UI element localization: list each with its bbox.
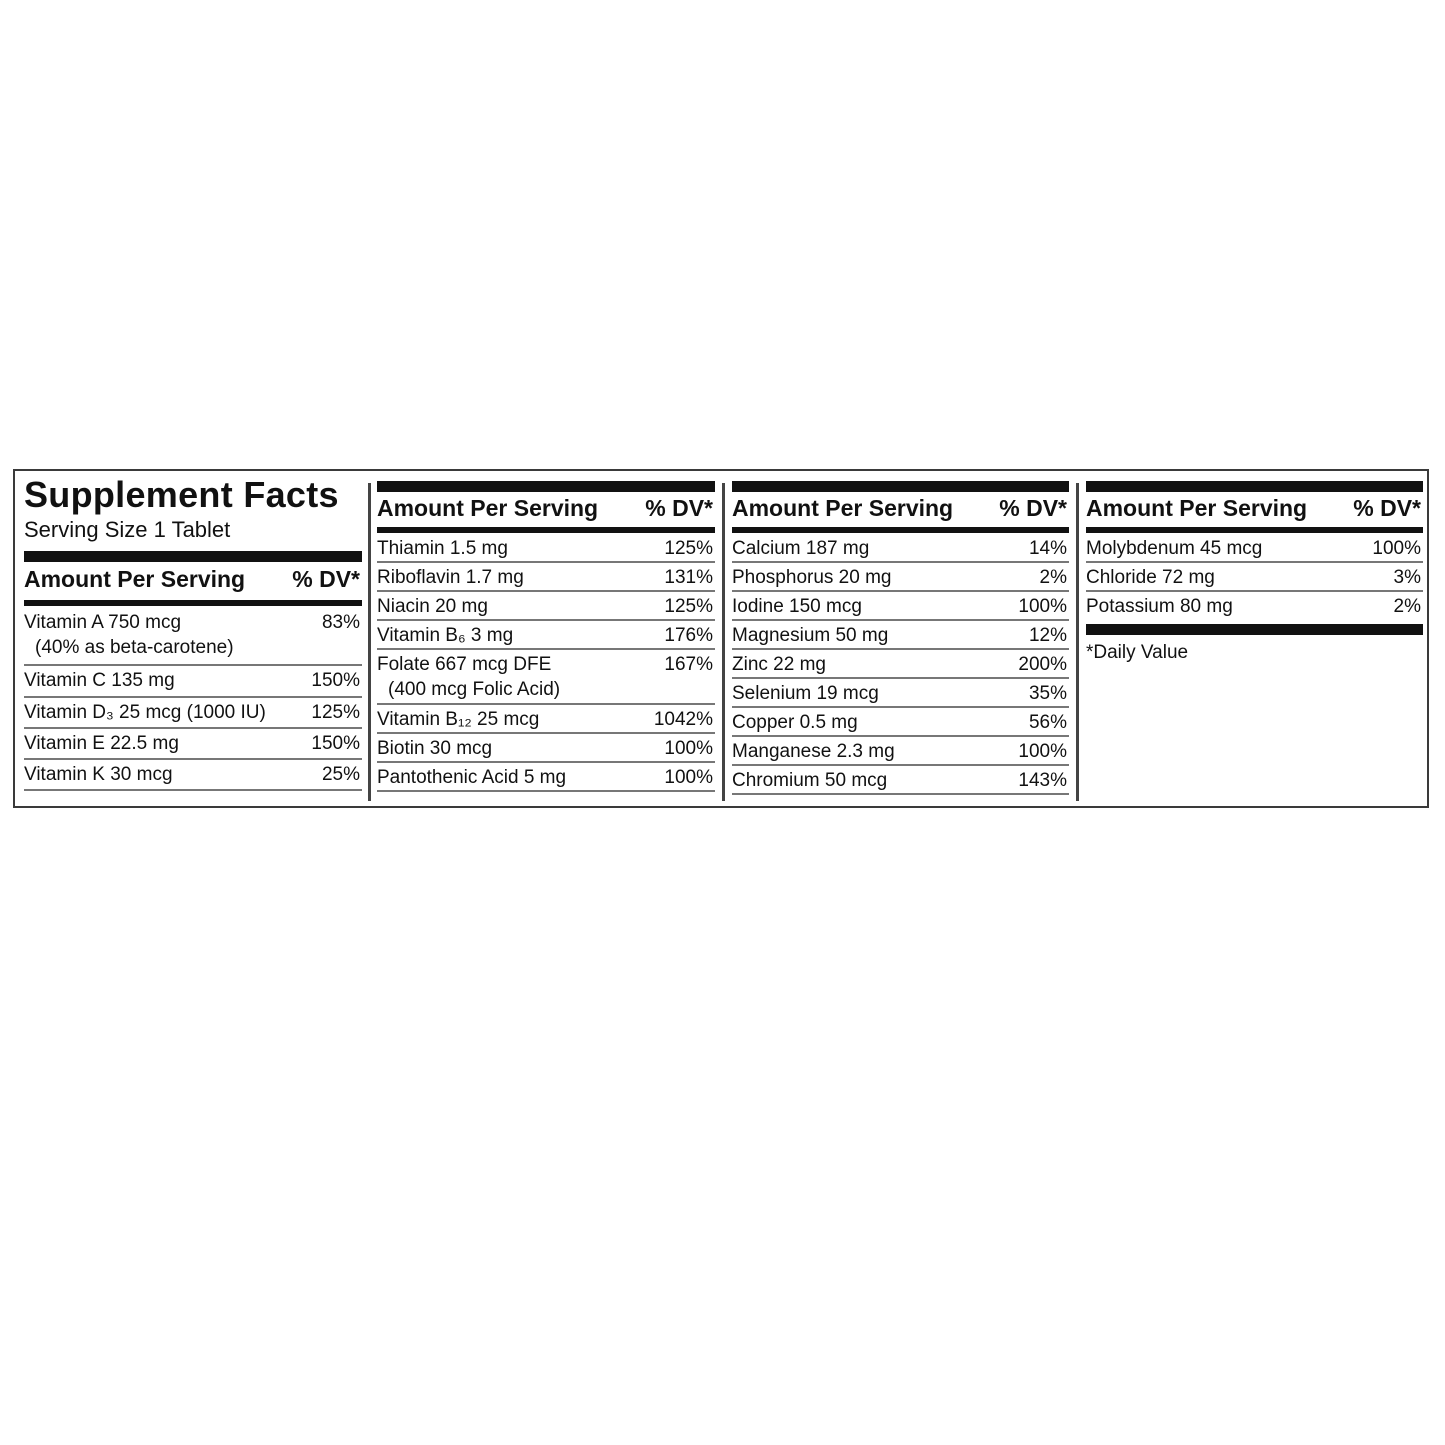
table-row — [377, 534, 715, 563]
table-row — [732, 592, 1069, 621]
nutrient-dv: 2% — [1039, 567, 1067, 588]
column-divider — [722, 483, 725, 801]
table-row — [1086, 534, 1423, 563]
column-header — [1086, 493, 1423, 523]
header-divider — [377, 527, 715, 533]
nutrient-name: Riboflavin 1.7 mg — [377, 567, 524, 588]
nutrient-name: Biotin 30 mcg — [377, 738, 493, 759]
header-divider — [732, 527, 1069, 533]
table-row — [732, 679, 1069, 708]
nutrient-list — [377, 534, 715, 792]
page-title: Supplement Facts — [24, 474, 339, 515]
nutrient-dv: 143% — [1018, 770, 1067, 791]
thick-divider — [24, 551, 362, 562]
table-row — [24, 729, 362, 760]
nutrient-dv: 2% — [1393, 596, 1421, 617]
column-divider — [368, 483, 371, 801]
nutrient-dv: 125% — [664, 538, 713, 559]
table-row — [732, 621, 1069, 650]
nutrient-dv: 200% — [1018, 654, 1067, 675]
table-row — [24, 666, 362, 698]
nutrient-list — [24, 608, 362, 791]
nutrient-name: Potassium 80 mg — [1086, 596, 1233, 617]
header-divider — [1086, 527, 1423, 533]
column-divider — [1076, 483, 1079, 801]
table-row — [732, 708, 1069, 737]
column-header — [24, 564, 362, 594]
nutrient-list — [732, 534, 1069, 795]
nutrient-detail: (40% as beta-carotene) — [35, 637, 234, 658]
nutrient-name: Iodine 150 mcg — [732, 596, 862, 617]
serving-size: Serving Size 1 Tablet — [24, 517, 231, 542]
thick-divider — [1086, 624, 1423, 635]
nutrient-name: Vitamin C 135 mg — [24, 670, 175, 691]
nutrient-name: Manganese 2.3 mg — [732, 741, 895, 762]
nutrient-dv: 1042% — [653, 709, 713, 730]
nutrient-name: Niacin 20 mg — [377, 596, 488, 617]
daily-value-label: % DV* — [1353, 495, 1421, 521]
table-row — [1086, 592, 1423, 621]
amount-per-serving-label: Amount Per Serving — [1086, 495, 1308, 521]
nutrient-name: Selenium 19 mcg — [732, 683, 879, 704]
table-row — [24, 698, 362, 729]
facts-column-2 — [377, 471, 715, 806]
nutrient-name: Chromium 50 mcg — [732, 770, 888, 791]
nutrient-dv: 125% — [311, 702, 360, 723]
nutrient-dv: 3% — [1393, 567, 1421, 588]
nutrient-dv: 100% — [1018, 741, 1067, 762]
table-row — [377, 734, 715, 763]
amount-per-serving-label: Amount Per Serving — [732, 495, 954, 521]
nutrient-name: Chloride 72 mg — [1086, 567, 1215, 588]
table-row — [732, 737, 1069, 766]
nutrient-name: Calcium 187 mg — [732, 538, 870, 559]
daily-value-label: % DV* — [999, 495, 1067, 521]
nutrient-dv: 150% — [311, 733, 360, 754]
nutrient-dv: 35% — [1028, 683, 1067, 704]
table-row — [377, 763, 715, 792]
table-row — [732, 563, 1069, 592]
daily-value-footnote: *Daily Value — [1086, 642, 1189, 663]
nutrient-name: Copper 0.5 mg — [732, 712, 858, 733]
thick-divider — [1086, 481, 1423, 492]
nutrient-name: Vitamin A 750 mcg — [24, 612, 182, 633]
nutrient-name: Vitamin B₁₂ 25 mcg — [377, 709, 540, 730]
nutrient-dv: 100% — [664, 767, 713, 788]
nutrient-dv: 14% — [1028, 538, 1067, 559]
table-row — [377, 592, 715, 621]
nutrient-name: Vitamin K 30 mcg — [24, 764, 173, 785]
nutrient-dv: 131% — [664, 567, 713, 588]
table-row — [732, 650, 1069, 679]
daily-value-label: % DV* — [645, 495, 713, 521]
table-row — [377, 563, 715, 592]
table-row — [377, 705, 715, 734]
nutrient-name: Folate 667 mcg DFE — [377, 654, 552, 675]
table-row — [732, 766, 1069, 795]
nutrient-name: Pantothenic Acid 5 mg — [377, 767, 567, 788]
nutrient-name: Thiamin 1.5 mg — [377, 538, 508, 559]
daily-value-label: % DV* — [292, 566, 360, 592]
nutrient-dv: 176% — [664, 625, 713, 646]
table-row — [377, 650, 715, 705]
nutrient-name: Magnesium 50 mg — [732, 625, 889, 646]
nutrient-name: Vitamin D₃ 25 mcg (1000 IU) — [24, 702, 266, 723]
nutrient-name: Molybdenum 45 mcg — [1086, 538, 1263, 559]
nutrient-name: Vitamin B₆ 3 mg — [377, 625, 514, 646]
nutrient-dv: 150% — [311, 670, 360, 691]
nutrient-name: Zinc 22 mg — [732, 654, 826, 675]
facts-column-3 — [732, 471, 1069, 806]
nutrient-list — [1086, 534, 1423, 621]
header-divider — [24, 600, 362, 606]
nutrient-dv: 125% — [664, 596, 713, 617]
facts-column-4 — [1086, 471, 1423, 806]
nutrient-dv: 12% — [1028, 625, 1067, 646]
column-header — [732, 493, 1069, 523]
table-row — [732, 534, 1069, 563]
facts-column-1 — [24, 471, 362, 806]
amount-per-serving-label: Amount Per Serving — [24, 566, 246, 592]
table-row — [1086, 563, 1423, 592]
nutrient-dv: 100% — [664, 738, 713, 759]
nutrient-name: Phosphorus 20 mg — [732, 567, 892, 588]
nutrient-dv: 100% — [1372, 538, 1421, 559]
supplement-facts-panel — [13, 469, 1429, 808]
thick-divider — [377, 481, 715, 492]
amount-per-serving-label: Amount Per Serving — [377, 495, 599, 521]
column-header — [377, 493, 715, 523]
nutrient-dv: 167% — [664, 654, 713, 675]
thick-divider — [732, 481, 1069, 492]
nutrient-dv: 100% — [1018, 596, 1067, 617]
nutrient-detail: (400 mcg Folic Acid) — [388, 679, 561, 700]
table-row — [24, 608, 362, 666]
table-row — [24, 760, 362, 791]
nutrient-name: Vitamin E 22.5 mg — [24, 733, 179, 754]
table-row — [377, 621, 715, 650]
nutrient-dv: 25% — [321, 764, 360, 785]
nutrient-dv: 56% — [1028, 712, 1067, 733]
nutrient-dv: 83% — [321, 612, 360, 633]
